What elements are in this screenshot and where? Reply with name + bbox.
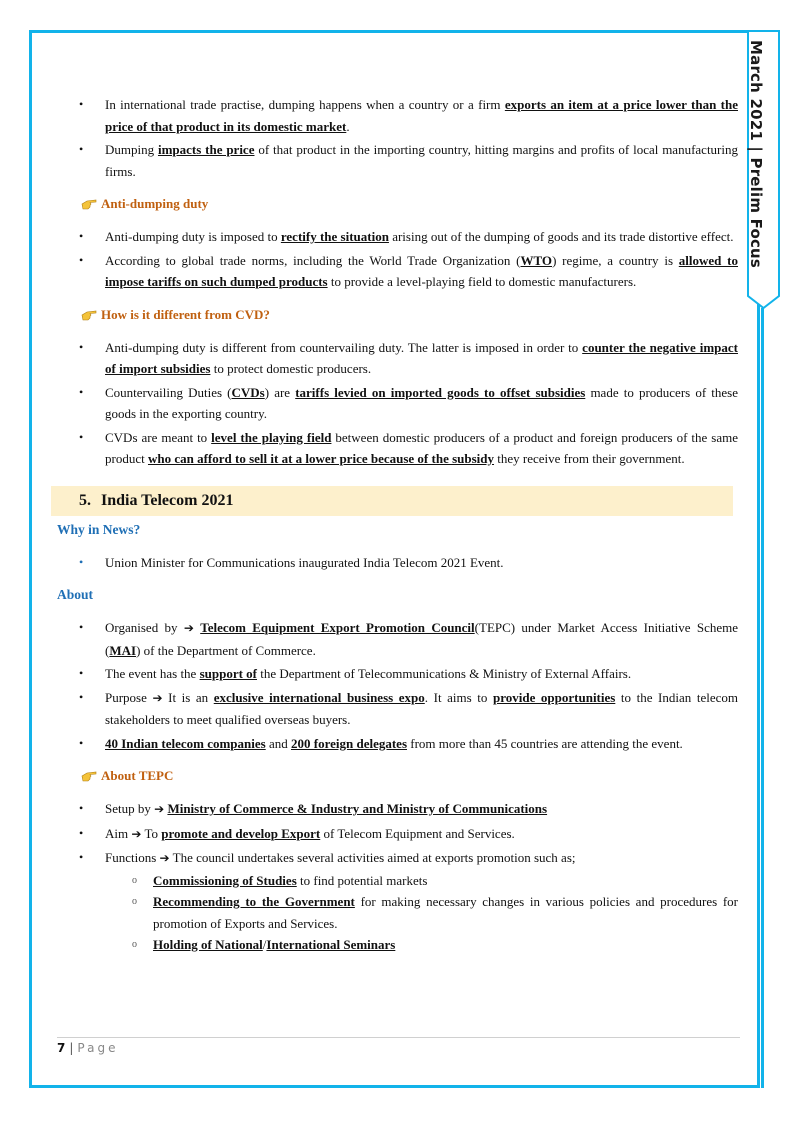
list-item: • Union Minister for Communications inaugurated India Telecom 2021 Event. (57, 552, 738, 574)
page-footer: 7 | Page (57, 1041, 119, 1055)
list-item: • Functions ➔ The council undertakes several activities aimed at exports promotion such as; o Commissioning of Studies to find potential markets o Recommending to the Government for making necessary changes in various policies and procedures for promotion of Exports and Services. o Holding of National/International Seminars (57, 847, 738, 956)
arrow-right-icon: ➔ (159, 851, 170, 865)
about-list (57, 617, 738, 754)
pointing-hand-icon (81, 198, 97, 210)
list-item: • 40 Indian telecom companies and 200 foreign delegates from more than 45 countries are attending the event. (57, 733, 738, 755)
sub-list-item: o Commissioning of Studies to find potential markets (57, 870, 738, 892)
arrow-right-icon: ➔ (152, 690, 163, 705)
section-title: India Telecom 2021 (101, 491, 234, 509)
page-content (57, 94, 738, 958)
cvd-list (57, 337, 738, 470)
section-title-banner (51, 486, 733, 516)
list-item: • The event has the support of the Department of Telecommunications & Ministry of External Affairs. (57, 663, 738, 685)
subheading-cvd: How is it different from CVD? (81, 307, 738, 323)
side-tab-label: March 2021 | Prelim Focus (747, 40, 765, 269)
side-tab-point (747, 290, 780, 310)
dumping-list (57, 94, 738, 182)
subheading-anti-dumping: Anti-dumping duty (81, 196, 738, 212)
list-item: • Setup by ➔ Ministry of Commerce & Industry and Ministry of Communications (57, 798, 738, 821)
list-item: • According to global trade norms, including the World Trade Organization (WTO) regime, a country is allowed to impose tariffs on such dumped products to provide a level-playing field to domestic manufacturers. (57, 250, 738, 293)
page-label: Page (77, 1041, 119, 1055)
arrow-right-icon: ➔ (183, 621, 194, 635)
why-in-news-heading: Why in News? (57, 521, 141, 537)
list-item: • Anti-dumping duty is different from countervailing duty. The latter is imposed in order to counter the negative impact of import subsidies to protect domestic producers. (57, 337, 738, 380)
sub-list-item: o Holding of National/International Seminars (57, 934, 738, 956)
functions-sublist (105, 870, 738, 956)
list-item: • Dumping impacts the price of that product in the importing country, hitting margins and profits of local manufacturing firms. (57, 139, 738, 182)
pointing-hand-icon (81, 770, 97, 782)
tepc-list (57, 798, 738, 956)
arrow-right-icon: ➔ (131, 826, 142, 841)
pointing-hand-icon (81, 309, 97, 321)
list-item: • Aim ➔ To promote and develop Export of Telecom Equipment and Services. (57, 823, 738, 846)
section-number: 5. (79, 491, 91, 509)
list-item: • Countervailing Duties (CVDs) are tariffs levied on imported goods to offset subsidies made to producers of these goods in the exporting country. (57, 382, 738, 425)
list-item: • Purpose ➔ It is an exclusive international business expo. It aims to provide opportunities to the Indian telecom stakeholders to meet qualified overseas buyers. (57, 687, 738, 731)
page-number: 7 (57, 1041, 66, 1055)
list-item: • Anti-dumping duty is imposed to rectify the situation arising out of the dumping of goods and its trade distortive effect. (57, 226, 738, 248)
sub-list-item: o Recommending to the Government for making necessary changes in various policies and procedures for promotion of Exports and Services. (57, 891, 738, 934)
about-heading: About (57, 587, 94, 602)
list-item: • CVDs are meant to level the playing field between domestic producers of a product and foreign producers of the same product who can afford to sell it at a lower price because of the subsidy they receive from their government. (57, 427, 738, 470)
list-item: • In international trade practise, dumping happens when a country or a firm exports an item at a price lower than the price of that product in its domestic market. (57, 94, 738, 137)
why-in-news-list (57, 552, 738, 574)
side-tab-line (761, 308, 764, 1088)
arrow-right-icon: ➔ (154, 802, 165, 816)
list-item: • Organised by ➔ Telecom Equipment Export Promotion Council(TEPC) under Market Access Initiative Scheme (MAI) of the Department of Commerce. (57, 617, 738, 661)
footer-divider (57, 1037, 740, 1038)
anti-dumping-list (57, 226, 738, 293)
subheading-about-tepc: About TEPC (81, 768, 738, 784)
